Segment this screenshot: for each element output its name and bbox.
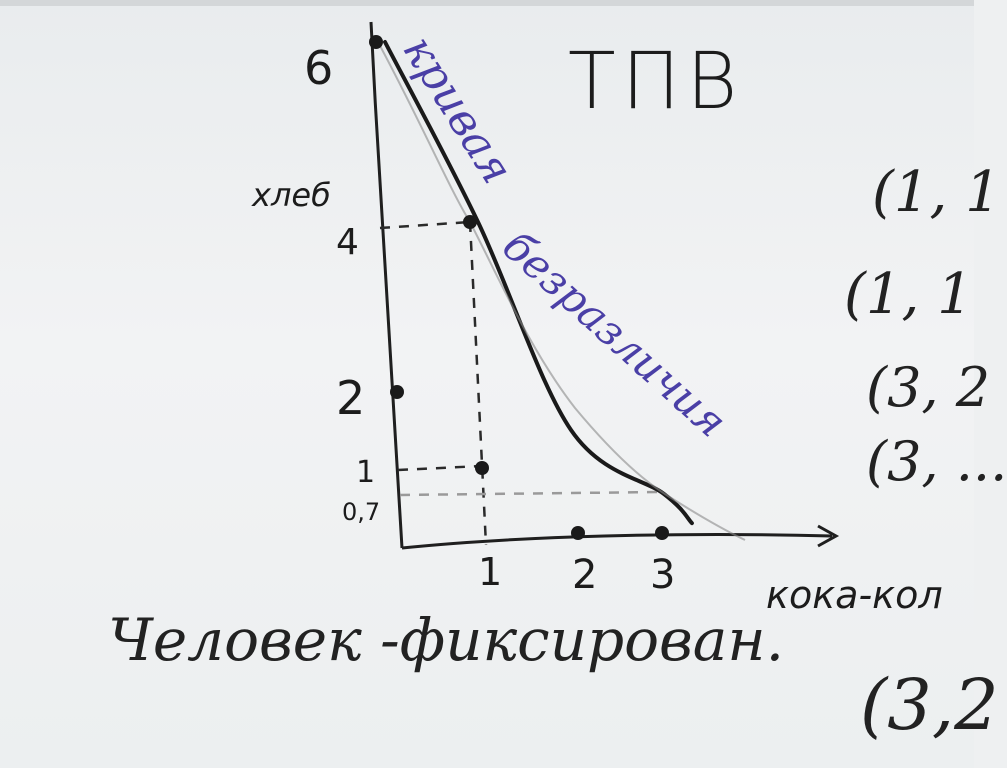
curve-point-5 — [655, 526, 669, 540]
curve-label-word-2: безразличия — [493, 221, 737, 447]
side-note-1: (1, 1 — [872, 160, 1001, 225]
side-note-5: (3,2 — [860, 664, 999, 746]
caption: Человек -фиксирован. — [108, 606, 785, 674]
curve-label-word-1: кривая — [392, 26, 523, 193]
y-tick-4: 4 — [336, 222, 359, 263]
x-axis — [402, 535, 832, 549]
curve-point-4 — [571, 526, 585, 540]
curve-point-3 — [475, 461, 489, 475]
guide-y1 — [398, 466, 482, 470]
guide-x1 — [470, 222, 486, 545]
side-note-3: (3, 2 — [866, 356, 991, 419]
guide-y07 — [400, 492, 660, 495]
y-tick-1: 1 — [356, 455, 376, 490]
curve-point-1 — [463, 215, 477, 229]
x-tick-2: 2 — [572, 552, 598, 598]
x-tick-3: 3 — [650, 552, 676, 598]
x-tick-1: 1 — [478, 550, 503, 594]
guide-y4 — [380, 222, 470, 228]
y-tick-2: 2 — [336, 371, 366, 425]
y-tick-6: 6 — [304, 41, 334, 95]
x-axis-label: кока-кол — [766, 573, 943, 617]
side-note-2: (1, 1 — [844, 262, 973, 327]
y-axis — [371, 22, 402, 548]
curve-point-2 — [390, 385, 404, 399]
page-title: ТПВ — [568, 37, 744, 127]
y-axis-label: хлеб — [252, 176, 331, 214]
curve-point-0 — [369, 35, 383, 49]
y-tick-07: 0,7 — [342, 498, 381, 526]
side-note-4: (3, ... — [866, 430, 1007, 493]
